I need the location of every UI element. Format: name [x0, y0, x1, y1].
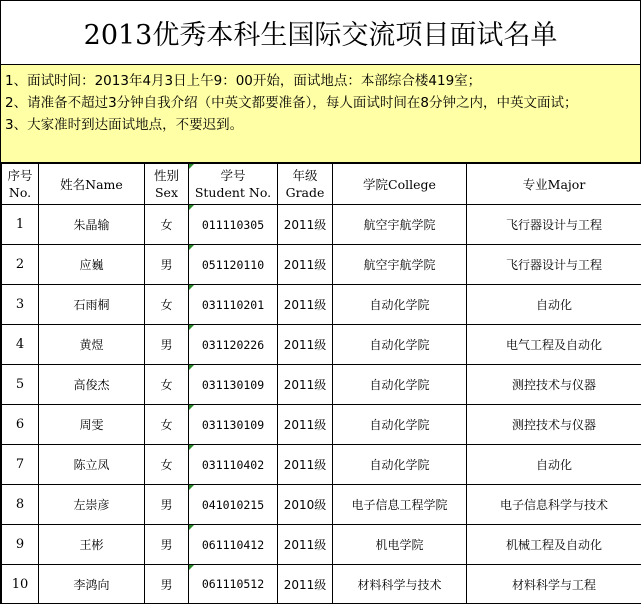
table-row	[2, 485, 641, 525]
cell-no[interactable]: 2	[2, 245, 39, 285]
table-row	[2, 245, 641, 285]
header-college: 学院College	[333, 164, 467, 205]
cell-college[interactable]: 材料科学与技术	[333, 565, 467, 604]
notice-box	[1, 65, 641, 163]
cell-major[interactable]: 测控技术与仪器	[467, 405, 641, 445]
cell-major[interactable]: 电气工程及自动化	[467, 325, 641, 365]
cell-college[interactable]: 航空宇航学院	[333, 205, 467, 245]
cell-grade[interactable]: 2011级	[278, 405, 333, 445]
cell-name[interactable]: 石雨桐	[39, 285, 145, 325]
cell-grade[interactable]: 2011级	[278, 245, 333, 285]
header-row	[2, 164, 641, 205]
table-row	[2, 405, 641, 445]
cell-sex[interactable]: 女	[145, 205, 189, 245]
cell-name[interactable]: 应巍	[39, 245, 145, 285]
cell-no[interactable]: 4	[2, 325, 39, 365]
cell-student-no[interactable]: 031130109	[189, 405, 278, 445]
cell-student-no[interactable]: 031130109	[189, 365, 278, 405]
cell-name[interactable]: 王彬	[39, 525, 145, 565]
cell-student-no[interactable]: 011110305	[189, 205, 278, 245]
cell-grade[interactable]: 2011级	[278, 565, 333, 604]
header-no: 序号 No.	[2, 164, 39, 205]
table-row	[2, 445, 641, 485]
cell-major[interactable]: 机械工程及自动化	[467, 525, 641, 565]
cell-sex[interactable]: 女	[145, 285, 189, 325]
cell-major[interactable]: 电子信息科学与技术	[467, 485, 641, 525]
cell-grade[interactable]: 2011级	[278, 525, 333, 565]
header-student-no: 学号 Student No.	[189, 164, 278, 205]
cell-student-no[interactable]: 031110402	[189, 445, 278, 485]
table-row	[2, 285, 641, 325]
cell-name[interactable]: 朱晶输	[39, 205, 145, 245]
cell-name[interactable]: 高俊杰	[39, 365, 145, 405]
cell-grade[interactable]: 2011级	[278, 365, 333, 405]
cell-sex[interactable]: 男	[145, 525, 189, 565]
header-name: 姓名Name	[39, 164, 145, 205]
cell-major[interactable]: 材料科学与工程	[467, 565, 641, 604]
header-major: 专业Major	[467, 164, 641, 205]
table-row	[2, 525, 641, 565]
cell-college[interactable]: 自动化学院	[333, 285, 467, 325]
cell-grade[interactable]: 2011级	[278, 445, 333, 485]
cell-name[interactable]: 李鸿向	[39, 565, 145, 604]
cell-college[interactable]: 机电学院	[333, 525, 467, 565]
table-row	[2, 365, 641, 405]
cell-name[interactable]: 陈立凤	[39, 445, 145, 485]
cell-major[interactable]: 测控技术与仪器	[467, 365, 641, 405]
cell-no[interactable]: 7	[2, 445, 39, 485]
cell-no[interactable]: 10	[2, 565, 39, 604]
cell-no[interactable]: 8	[2, 485, 39, 525]
table-row	[2, 205, 641, 245]
cell-sex[interactable]: 男	[145, 485, 189, 525]
table-row	[2, 325, 641, 365]
cell-student-no[interactable]: 051120110	[189, 245, 278, 285]
cell-grade[interactable]: 2011级	[278, 205, 333, 245]
cell-major[interactable]: 自动化	[467, 445, 641, 485]
cell-college[interactable]: 自动化学院	[333, 325, 467, 365]
header-grade: 年级 Grade	[278, 164, 333, 205]
cell-grade[interactable]: 2011级	[278, 325, 333, 365]
notice-line-3: 3、大家准时到达面试地点，不要迟到。	[5, 117, 244, 133]
cell-no[interactable]: 1	[2, 205, 39, 245]
cell-grade[interactable]: 2011级	[278, 285, 333, 325]
table-row	[2, 565, 641, 604]
cell-student-no[interactable]: 061110412	[189, 525, 278, 565]
cell-sex[interactable]: 女	[145, 445, 189, 485]
notice-line-2: 2、请准备不超过3分钟自我介绍（中英文都要准备），每人面试时间在8分钟之内，中英文面试；	[5, 95, 578, 111]
cell-college[interactable]: 自动化学院	[333, 445, 467, 485]
cell-no[interactable]: 3	[2, 285, 39, 325]
cell-sex[interactable]: 女	[145, 405, 189, 445]
cell-major[interactable]: 飞行器设计与工程	[467, 245, 641, 285]
cell-sex[interactable]: 男	[145, 565, 189, 604]
cell-no[interactable]: 9	[2, 525, 39, 565]
candidate-table	[1, 163, 641, 604]
cell-college[interactable]: 自动化学院	[333, 365, 467, 405]
cell-name[interactable]: 左崇彦	[39, 485, 145, 525]
cell-sex[interactable]: 男	[145, 245, 189, 285]
cell-major[interactable]: 自动化	[467, 285, 641, 325]
cell-sex[interactable]: 女	[145, 365, 189, 405]
cell-major[interactable]: 飞行器设计与工程	[467, 205, 641, 245]
cell-student-no[interactable]: 031120226	[189, 325, 278, 365]
cell-college[interactable]: 自动化学院	[333, 405, 467, 445]
header-sex: 性别 Sex	[145, 164, 189, 205]
cell-name[interactable]: 黄煜	[39, 325, 145, 365]
cell-name[interactable]: 周雯	[39, 405, 145, 445]
cell-no[interactable]: 5	[2, 365, 39, 405]
cell-student-no[interactable]: 061110512	[189, 565, 278, 604]
page-title: 2013优秀本科生国际交流项目面试名单	[1, 1, 641, 65]
cell-grade[interactable]: 2010级	[278, 485, 333, 525]
notice-line-1: 1、面试时间：2013年4月3日上午9：00开始，面试地点：本部综合楼419室；	[5, 73, 482, 89]
cell-sex[interactable]: 男	[145, 325, 189, 365]
cell-college[interactable]: 电子信息工程学院	[333, 485, 467, 525]
cell-college[interactable]: 航空宇航学院	[333, 245, 467, 285]
cell-student-no[interactable]: 031110201	[189, 285, 278, 325]
cell-no[interactable]: 6	[2, 405, 39, 445]
cell-student-no[interactable]: 041010215	[189, 485, 278, 525]
